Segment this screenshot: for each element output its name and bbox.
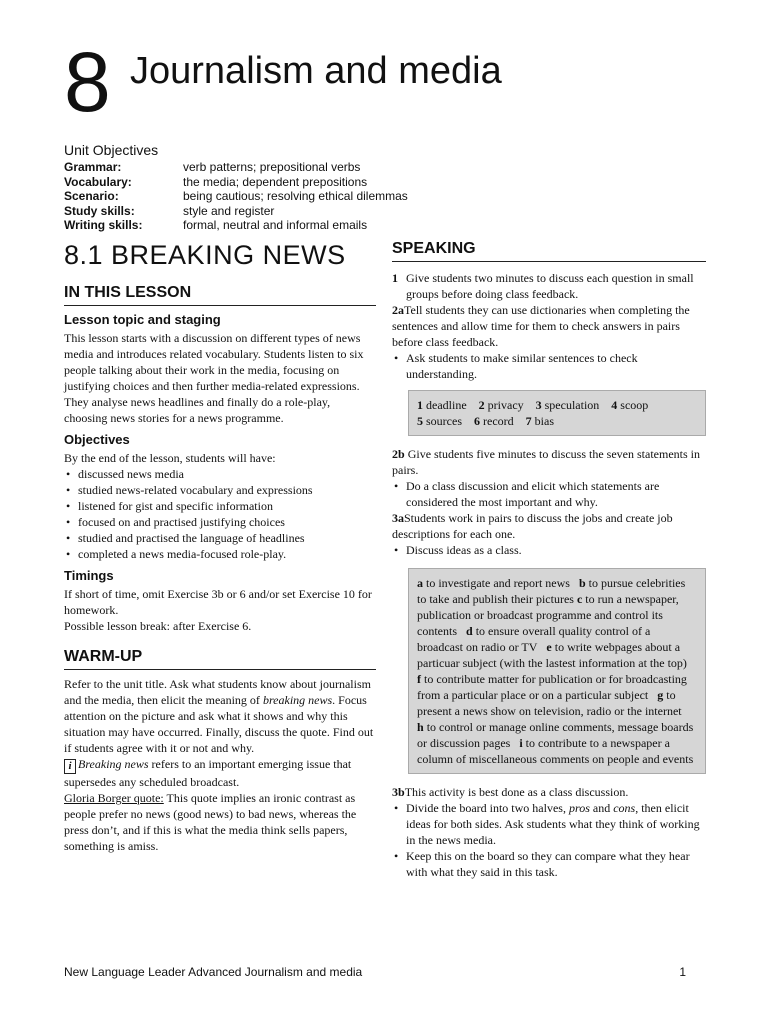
lesson-topic-text: This lesson starts with a discussion on different types of news media and introduces related vocabulary. Students listen to six people talking about their work in the media, focusing on justifying choices and then further media-related expressions. They analyse news headlines and finally do a role-play, choosing news stories for a news programme. — [64, 331, 364, 425]
objective-row: Vocabulary: the media; dependent prepositions — [64, 174, 368, 189]
page-footer — [64, 965, 686, 979]
exercise-2b: 2b Give students five minutes to discuss the seven statements in pairs. — [392, 447, 700, 477]
objective-row: Study skills: style and register — [64, 203, 275, 218]
info-icon: i — [64, 759, 76, 774]
list-item: • Keep this on the board so they can compare what they hear with what they said in this task. — [392, 848, 706, 880]
lesson-title: 8.1 BREAKING NEWS — [64, 240, 346, 270]
timings-text: If short of time, omit Exercise 3b or 6 and/or set Exercise 10 for homework. — [64, 587, 372, 617]
timings-break: Possible lesson break: after Exercise 6. — [64, 619, 252, 633]
list-item: • listened for gist and specific information — [64, 498, 376, 514]
unit-objectives — [64, 142, 704, 233]
exercise-3a: 3aStudents work in pairs to discuss the jobs and create job descriptions for each one. — [392, 511, 673, 541]
objectives-list — [64, 466, 376, 562]
exercise-3a-bullets — [392, 542, 706, 558]
page-number: 1 — [679, 965, 686, 979]
lesson-topic-heading: Lesson topic and staging — [64, 312, 221, 327]
in-this-lesson-heading: IN THIS LESSON — [64, 284, 376, 306]
list-item: • focused on and practised justifying choices — [64, 514, 376, 530]
unit-objectives-heading: Unit Objectives — [64, 142, 159, 158]
warm-up-text: Refer to the unit title. Ask what students know about journalism and the media, then elicit the meaning of breaking news. Focus attention on the picture and ask what it shows and why this situation may have occurred. Finally, discuss the quote. Find out if students agree with it or not and why. — [64, 677, 374, 755]
unit-number: 8 — [64, 35, 111, 129]
objective-row: Writing skills: formal, neutral and informal emails — [64, 218, 368, 232]
objectives-intro: By the end of the lesson, students will have: — [64, 451, 276, 465]
list-item: • studied and practised the language of headlines — [64, 530, 376, 546]
right-column — [392, 240, 706, 884]
footer-text: New Language Leader Advanced Journalism and media — [64, 965, 363, 979]
list-item: • Do a class discussion and elicit which statements are considered the most important and why. — [392, 478, 706, 510]
warm-up-heading: WARM-UP — [64, 648, 376, 670]
exercise-1: 1 Give students two minutes to discuss each question in small groups before doing class feedback. — [392, 271, 694, 301]
objectives-heading: Objectives — [64, 432, 130, 447]
warm-up-info: i Breaking news refers to an important emerging issue that supersedes any scheduled broadcast. — [64, 757, 352, 789]
exercise-3b: 3bThis activity is best done as a class discussion. — [392, 785, 629, 799]
timings-heading: Timings — [64, 568, 114, 583]
list-item: • Discuss ideas as a class. — [392, 542, 706, 558]
objective-row: Scenario: being cautious; resolving ethical dilemmas — [64, 189, 408, 203]
exercise-2b-bullets — [392, 478, 706, 510]
list-item: • discussed news media — [64, 466, 376, 482]
exercise-2a: 2aTell students they can use dictionaries when completing the sentences and allow time for them to check answers in pairs before class feedback. — [392, 303, 690, 349]
answer-box-2a: 1 deadline 2 privacy 3 speculation 4 scoop 5 sources 6 record 7 bias — [408, 390, 706, 436]
objective-row: Grammar: verb patterns; prepositional verbs — [64, 160, 361, 174]
list-item: • Ask students to make similar sentences to check understanding. — [392, 350, 706, 382]
exercise-2a-bullets — [392, 350, 706, 382]
answer-box-3a: a to investigate and report news b to pursue celebrities to take and publish their pictures c to run a newspaper, publication or broadcast programme and control its contents d to ensure overall quality control of a broadcast on radio or TV e to write webpages about a particuar subject (with the lastest information at the top) f to contribute matter for publication or for broadcasting from a particular place or on a particular subject g to present a news show on television, radio or the internet h to control or manage online comments, message boards or discussion pages i to contribute to a newspaper a column of miscellaneous comments on people and events — [408, 568, 706, 774]
list-item: • Divide the board into two halves, pros and cons, then elicit ideas for both sides. Ask students what they think of working in the news media. — [392, 800, 706, 848]
list-item: • studied news-related vocabulary and expressions — [64, 482, 376, 498]
unit-objectives-table — [64, 160, 408, 233]
list-item: • completed a news media-focused role-play. — [64, 546, 376, 562]
speaking-heading: SPEAKING — [392, 240, 706, 262]
warm-up-quote: Gloria Borger quote: This quote implies an ironic contrast as people prefer no news (good news) to bad news, whereas the press don’t, and if this is what the media think sells papers, something is amiss. — [64, 791, 357, 853]
unit-title: Journalism and media — [130, 50, 502, 92]
left-column — [64, 284, 376, 858]
exercise-3b-bullets — [392, 800, 706, 880]
